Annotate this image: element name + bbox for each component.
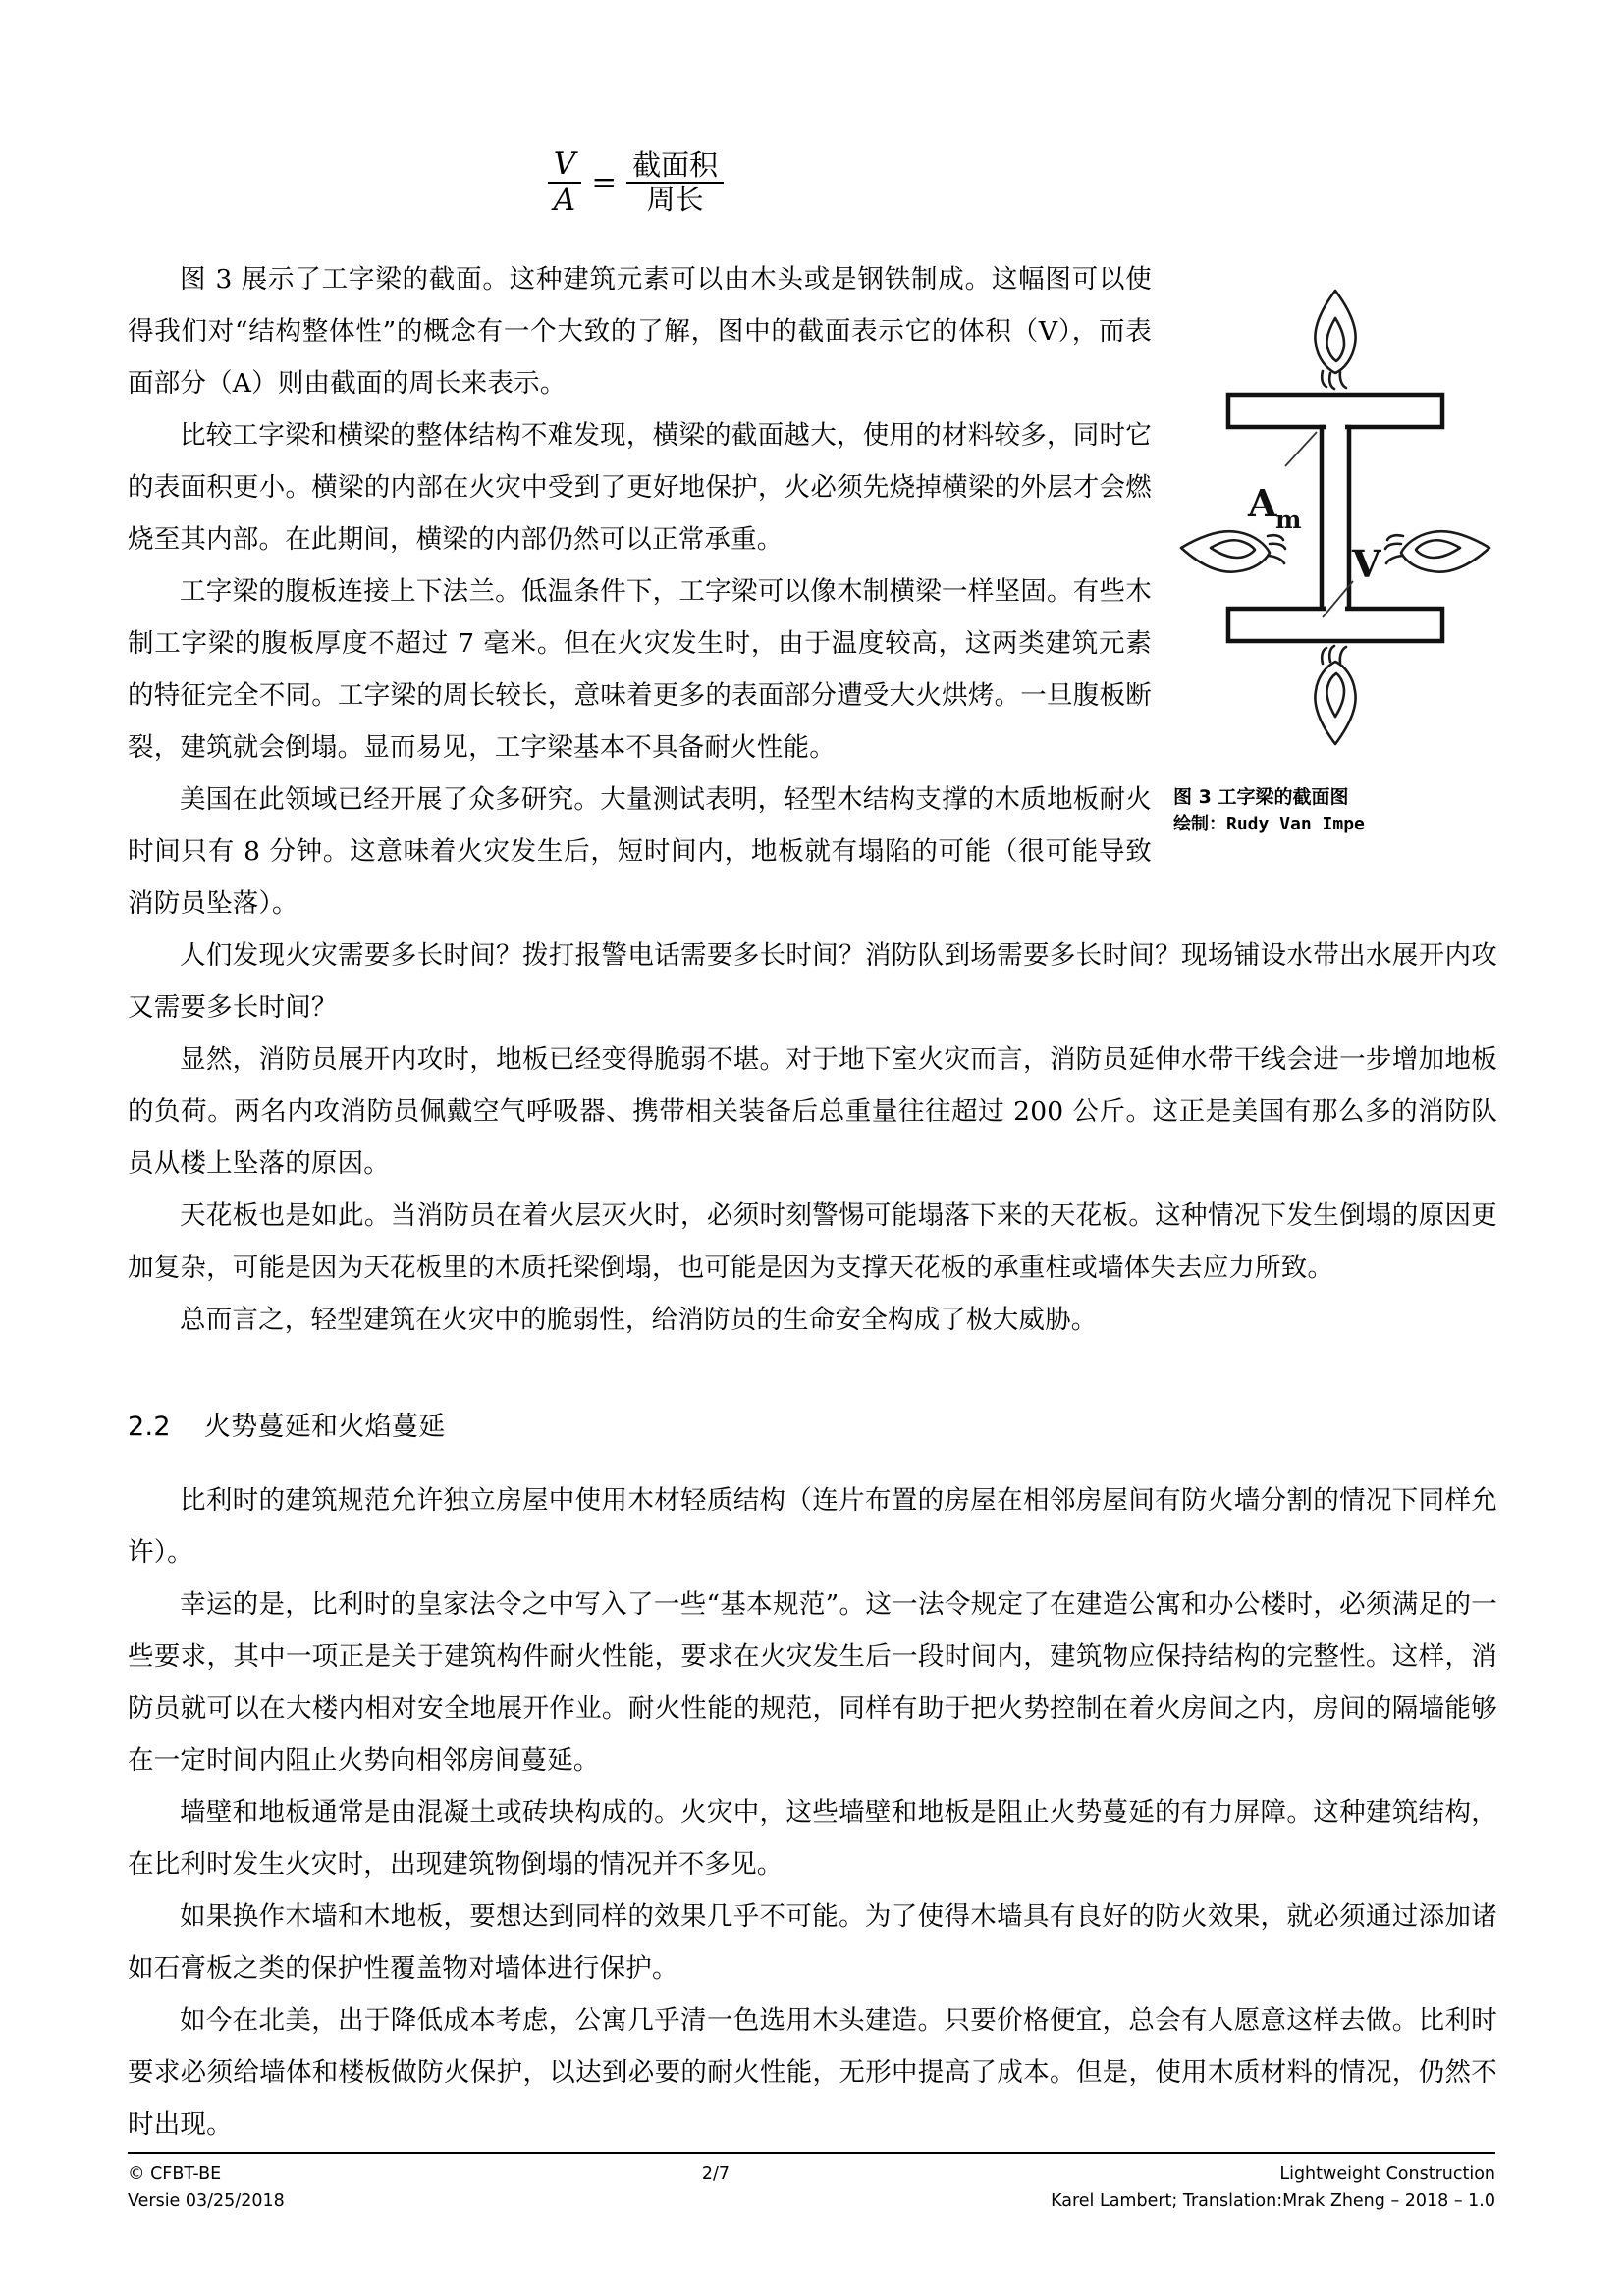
i-beam-bottom-flange xyxy=(1228,609,1442,641)
footer-authors: Karel Lambert; Translation:Mrak Zheng – 2018 – 1.0 xyxy=(1051,2191,1495,2211)
section-paragraph-4: 如果换作木墙和木地板，要想达到同样的效果几乎不可能。为了使得木墙具有良好的防火效果，就必须通过添加诸如石膏板之类的保护性覆盖物对墙体进行保护。 xyxy=(128,1901,1497,1984)
label-v xyxy=(1351,542,1382,586)
section-title: 火势蔓延和火焰蔓延 xyxy=(203,1412,446,1442)
formula-numerator-area: 截面积 xyxy=(632,148,719,183)
footer-row-bottom xyxy=(128,2188,1495,2215)
formula-numerator-v: V xyxy=(553,146,576,182)
page-footer xyxy=(128,2152,1495,2215)
page-content xyxy=(128,147,1497,2151)
fraction-area-over-perimeter xyxy=(626,149,724,215)
spacer-before-section xyxy=(128,1346,1497,1401)
spacer-after-section xyxy=(128,1453,1497,1474)
section-paragraph-5: 如今在北美，出于降低成本考虑，公寓几乎清一色选用木头建造。只要价格便宜，总会有人愿意这样去做。比利时要求必须给墙体和楼板做防火保护，以达到必要的耐火性能，无形中提高了成本。但是，使用木质材料的情况，仍然不时出现。 xyxy=(128,2005,1497,2140)
footer-spacer xyxy=(579,2188,853,2215)
footer-version: Versie 03/25/2018 xyxy=(128,2191,285,2211)
leader-line-am xyxy=(1285,432,1317,466)
label-am xyxy=(1247,481,1301,534)
flame-bottom-icon xyxy=(1315,646,1355,744)
svg-text:A: A xyxy=(1248,481,1277,525)
figure-caption-credit: 绘制：Rudy Van Impe xyxy=(1173,814,1365,834)
fraction-v-over-a xyxy=(548,147,581,217)
flame-top-icon xyxy=(1315,291,1355,389)
body-paragraph-8: 总而言之，轻型建筑在火灾中的脆弱性，给消防员的生命安全构成了极大威胁。 xyxy=(180,1305,1098,1335)
section-number: 2.2 xyxy=(128,1412,171,1442)
body-paragraph-7: 天花板也是如此。当消防员在着火层灭火时，必须时刻警惕可能塌落下来的天花板。这种情况下发生倒塌的原因更加复杂，可能是因为天花板里的木质托梁倒塌，也可能是因为支撑天花板的承重柱或墙体失去应力所致。 xyxy=(128,1201,1497,1283)
figure-3 xyxy=(1173,253,1497,838)
formula-denominator-perimeter: 周长 xyxy=(646,182,704,216)
footer-doc-title: Lightweight Construction xyxy=(1279,2164,1495,2184)
section-paragraph-2: 幸运的是，比利时的皇家法令之中写入了一些“基本规范”。这一法令规定了在建造公寓和办公楼时，必须满足的一些要求，其中一项正是关于建筑构件耐火性能，要求在火灾发生后一段时间内，建筑物应保持结构的完整性。这样，消防员就可以在大楼内相对安全地展开作业。耐火性能的规范，同样有助于把火势控制在着火房间之内，房间的隔墙能够在一定时间内阻止火势向相邻房间蔓延。 xyxy=(128,1589,1497,1776)
section-heading-2-2 xyxy=(128,1401,1497,1453)
formula-block xyxy=(128,147,1497,253)
text-with-figure xyxy=(128,253,1497,834)
body-paragraph-6: 显然，消防员展开内攻时，地板已经变得脆弱不堪。对于地下室火灾而言，消防员延伸水带干线会进一步增加地板的负荷。两名内攻消防员佩戴空气呼吸器、携带相关装备后总重量往往超过 200 公斤。这正是美国有那么多的消防队员从楼上坠落的原因。 xyxy=(128,1044,1497,1179)
figure-caption xyxy=(1173,783,1497,838)
body-paragraph-1: 图 3 展示了工字梁的截面。这种建筑元素可以由木头或是钢铁制成。这幅图可以使得我们对“结构整体性”的概念有一个大致的了解，图中的截面表示它的体积（V），而表面部分（A）则由截面的周长来表示。 xyxy=(128,264,1152,399)
i-beam-svg xyxy=(1173,253,1497,783)
section-paragraph-3: 墙壁和地板通常是由混凝土或砖块构成的。火灾中，这些墙壁和地板是阻止火势蔓延的有力屏障。这种建筑结构，在比利时发生火灾时，出现建筑物倒塌的情况并不多见。 xyxy=(128,1797,1497,1880)
footer-page-number: 2/7 xyxy=(701,2164,731,2184)
figure-caption-title: 图 3 工字梁的截面图 xyxy=(1173,786,1349,808)
flame-left-icon xyxy=(1181,531,1285,571)
footer-row-top xyxy=(128,2162,1495,2188)
formula-denominator-a: A xyxy=(553,182,576,218)
footer-copyright: © CFBT-BE xyxy=(128,2164,222,2184)
formula-va xyxy=(548,147,724,217)
body-paragraph-3: 工字梁的腹板连接上下法兰。低温条件下，工字梁可以像木制横梁一样坚固。有些木制工字梁的腹板厚度不超过 7 毫米。但在火灾发生时，由于温度较高，这两类建筑元素的特征完全不同。工字梁的周长较长，意味着更多的表面部分遭受大火烘烤。一旦腹板断裂，建筑就会倒塌。显而易见，工字梁基本不具备耐火性能。 xyxy=(128,576,1152,763)
svg-text:V: V xyxy=(1352,542,1381,586)
body-paragraph-2: 比较工字梁和横梁的整体结构不难发现，横梁的截面越大，使用的材料较多，同时它的表面积更小。横梁的内部在火灾中受到了更好地保护，火必须先烧掉横梁的外层才会燃烧至其内部。在此期间，横梁的内部仍然可以正常承重。 xyxy=(128,420,1152,555)
i-beam-web xyxy=(1322,427,1349,609)
section-paragraph-1: 比利时的建筑规范允许独立房屋中使用木材轻质结构（连片布置的房屋在相邻房屋间有防火墙分割的情况下同样允许）。 xyxy=(128,1485,1497,1568)
svg-text:m: m xyxy=(1275,506,1302,534)
i-beam-top-flange xyxy=(1228,395,1442,427)
body-paragraph-5: 人们发现火灾需要多长时间？拨打报警电话需要多长时间？消防队到场需要多长时间？现场铺设水带出水展开内攻又需要多长时间？ xyxy=(128,940,1497,1023)
body-paragraph-4: 美国在此领域已经开展了众多研究。大量测试表明，轻型木结构支撑的木质地板耐火时间只有 8 分钟。这意味着火灾发生后，短时间内，地板就有塌陷的可能（很可能导致消防员坠落）。 xyxy=(128,784,1152,919)
equals-sign: = xyxy=(591,164,618,200)
flame-right-icon xyxy=(1385,531,1489,571)
i-beam-cross-section-illustration xyxy=(1173,253,1497,783)
